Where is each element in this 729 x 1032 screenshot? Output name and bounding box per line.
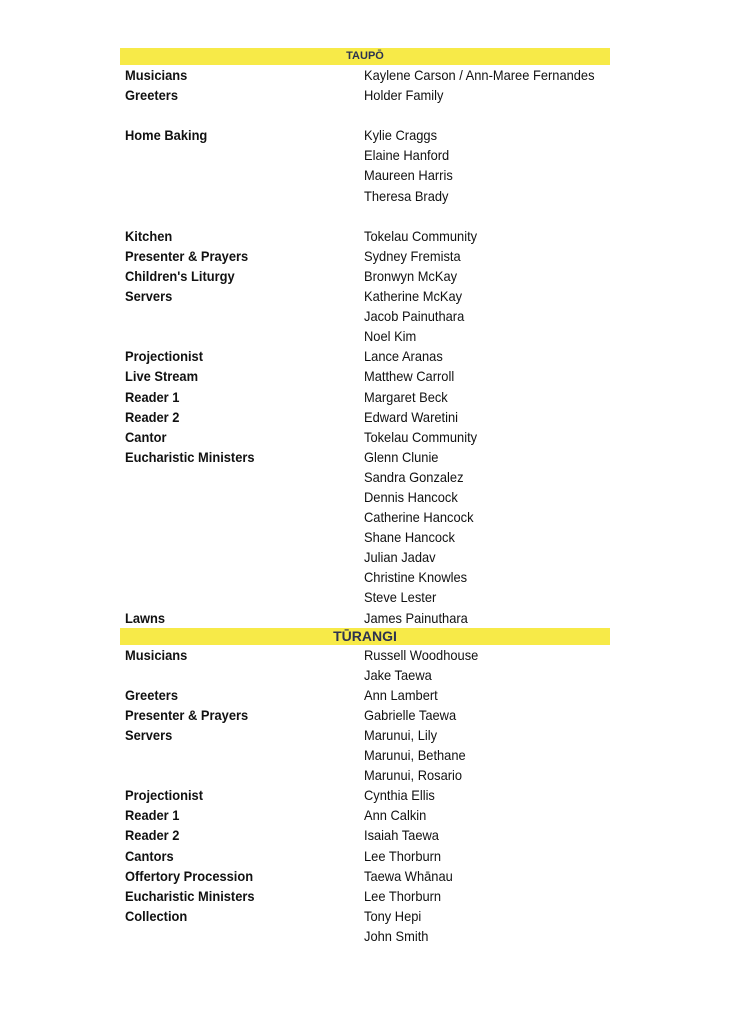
assignee-name: Ann Lambert bbox=[364, 686, 438, 703]
assignee-name: Glenn Clunie bbox=[364, 448, 439, 465]
roster-row bbox=[120, 387, 610, 407]
assignee-name: Gabrielle Taewa bbox=[364, 706, 457, 723]
roster-row bbox=[120, 866, 610, 886]
roster-row bbox=[120, 65, 610, 85]
roster-row bbox=[120, 665, 610, 685]
assignee-name: Marunui, Lily bbox=[364, 727, 438, 743]
role-label: Reader 1 bbox=[125, 807, 180, 824]
assignee-name: Christine Knowles bbox=[364, 569, 468, 586]
section-header: TŪRANGI bbox=[120, 628, 610, 645]
assignee-name: Jake Taewa bbox=[364, 666, 432, 683]
assignee-name: Ann Calkin bbox=[364, 807, 427, 824]
roster-row bbox=[120, 745, 610, 765]
roster-row bbox=[120, 906, 610, 926]
assignee-name: Isaiah Taewa bbox=[364, 827, 439, 844]
roster-row bbox=[120, 567, 610, 587]
roster-row bbox=[120, 246, 610, 266]
role-label: Greeters bbox=[125, 87, 178, 104]
assignee-name: Julian Jadav bbox=[364, 549, 436, 566]
role-label: Home Baking bbox=[125, 127, 208, 144]
roster-row bbox=[120, 226, 610, 246]
role-label: Children's Liturgy bbox=[125, 267, 235, 284]
roster-row bbox=[120, 587, 610, 607]
role-label: Offertory Procession bbox=[125, 867, 254, 884]
assignee-name: Sydney Fremista bbox=[364, 247, 461, 264]
roster-row bbox=[120, 85, 610, 105]
roster-row bbox=[120, 286, 610, 306]
role-label: Reader 2 bbox=[125, 408, 180, 425]
roster-row bbox=[120, 206, 610, 226]
assignee-name: Maureen Harris bbox=[364, 167, 453, 184]
assignee-name: Lee Thorburn bbox=[364, 887, 442, 904]
assignee-name: Marunui, Bethane bbox=[364, 747, 466, 764]
assignee-name: Tokelau Community bbox=[364, 227, 478, 244]
assignee-name: Kaylene Carson / Ann-Maree Fernandes bbox=[364, 67, 595, 83]
role-label: Servers bbox=[125, 727, 173, 743]
assignee-name: Lance Aranas bbox=[364, 348, 443, 365]
roster-row bbox=[120, 125, 610, 145]
roster-row bbox=[120, 326, 610, 346]
assignee-name: Jacob Painuthara bbox=[364, 308, 465, 325]
roster-row bbox=[120, 346, 610, 366]
assignee-name: Tony Hepi bbox=[364, 907, 422, 924]
role-label: Cantor bbox=[125, 428, 167, 445]
role-label: Kitchen bbox=[125, 227, 173, 244]
role-label: Presenter & Prayers bbox=[125, 247, 249, 264]
assignee-name: Margaret Beck bbox=[364, 388, 448, 405]
roster-row bbox=[120, 685, 610, 705]
role-label: Collection bbox=[125, 907, 188, 924]
assignee-name: Marunui, Rosario bbox=[364, 767, 463, 784]
assignee-name: Bronwyn McKay bbox=[364, 267, 458, 284]
role-label: Presenter & Prayers bbox=[125, 706, 249, 723]
assignee-name: Noel Kim bbox=[364, 328, 417, 345]
roster-row bbox=[120, 407, 610, 427]
roster-row bbox=[120, 527, 610, 547]
roster-row bbox=[120, 186, 610, 206]
roster-row bbox=[120, 825, 610, 845]
assignee-name: Dennis Hancock bbox=[364, 488, 458, 505]
assignee-name: Taewa Whānau bbox=[364, 867, 453, 884]
role-label: Projectionist bbox=[125, 348, 204, 365]
roster-row bbox=[120, 846, 610, 866]
assignee-name: Matthew Carroll bbox=[364, 368, 455, 385]
assignee-name: Elaine Hanford bbox=[364, 147, 450, 164]
roster-row bbox=[120, 467, 610, 487]
role-label: Musicians bbox=[125, 67, 188, 83]
roster-row bbox=[120, 306, 610, 326]
role-label: Eucharistic Ministers bbox=[125, 887, 255, 904]
roster-row bbox=[120, 447, 610, 467]
assignee-name: Edward Waretini bbox=[364, 408, 459, 425]
roster-row bbox=[120, 886, 610, 906]
assignee-name: Steve Lester bbox=[364, 589, 437, 606]
roster-row bbox=[120, 547, 610, 567]
assignee-name: Russell Woodhouse bbox=[364, 646, 479, 663]
roster-row bbox=[120, 165, 610, 185]
role-label: Lawns bbox=[125, 609, 166, 626]
role-label: Projectionist bbox=[125, 787, 204, 804]
roster-row bbox=[120, 608, 610, 628]
role-label: Cantors bbox=[125, 847, 174, 864]
roster-row bbox=[120, 926, 610, 946]
role-label: Eucharistic Ministers bbox=[125, 448, 255, 465]
roster-sheet bbox=[120, 48, 610, 946]
assignee-name: Tokelau Community bbox=[364, 428, 478, 445]
roster-row bbox=[120, 105, 610, 125]
roster-row bbox=[120, 427, 610, 447]
roster-row bbox=[120, 145, 610, 165]
assignee-name: James Painuthara bbox=[364, 609, 468, 626]
role-label: Reader 2 bbox=[125, 827, 180, 844]
assignee-name: Lee Thorburn bbox=[364, 847, 442, 864]
roster-row bbox=[120, 487, 610, 507]
roster-row bbox=[120, 366, 610, 386]
assignee-name: Sandra Gonzalez bbox=[364, 468, 464, 485]
role-label: Reader 1 bbox=[125, 388, 180, 405]
roster-row bbox=[120, 266, 610, 286]
roster-row bbox=[120, 765, 610, 785]
roster-row bbox=[120, 785, 610, 805]
assignee-name: Katherine McKay bbox=[364, 288, 463, 305]
assignee-name: Cynthia Ellis bbox=[364, 787, 435, 804]
roster-row bbox=[120, 507, 610, 527]
role-label: Live Stream bbox=[125, 368, 199, 385]
roster-row bbox=[120, 645, 610, 665]
roster-row bbox=[120, 805, 610, 825]
assignee-name: Catherine Hancock bbox=[364, 509, 474, 526]
section-header: TAUPŌ bbox=[120, 48, 610, 65]
assignee-name: Holder Family bbox=[364, 87, 444, 104]
role-label: Musicians bbox=[125, 646, 188, 663]
role-label: Greeters bbox=[125, 686, 178, 703]
assignee-name: John Smith bbox=[364, 927, 429, 944]
assignee-name: Shane Hancock bbox=[364, 529, 455, 546]
assignee-name: Theresa Brady bbox=[364, 187, 449, 204]
roster-row bbox=[120, 725, 610, 745]
assignee-name: Kylie Craggs bbox=[364, 127, 438, 144]
roster-row bbox=[120, 705, 610, 725]
role-label: Servers bbox=[125, 288, 173, 305]
